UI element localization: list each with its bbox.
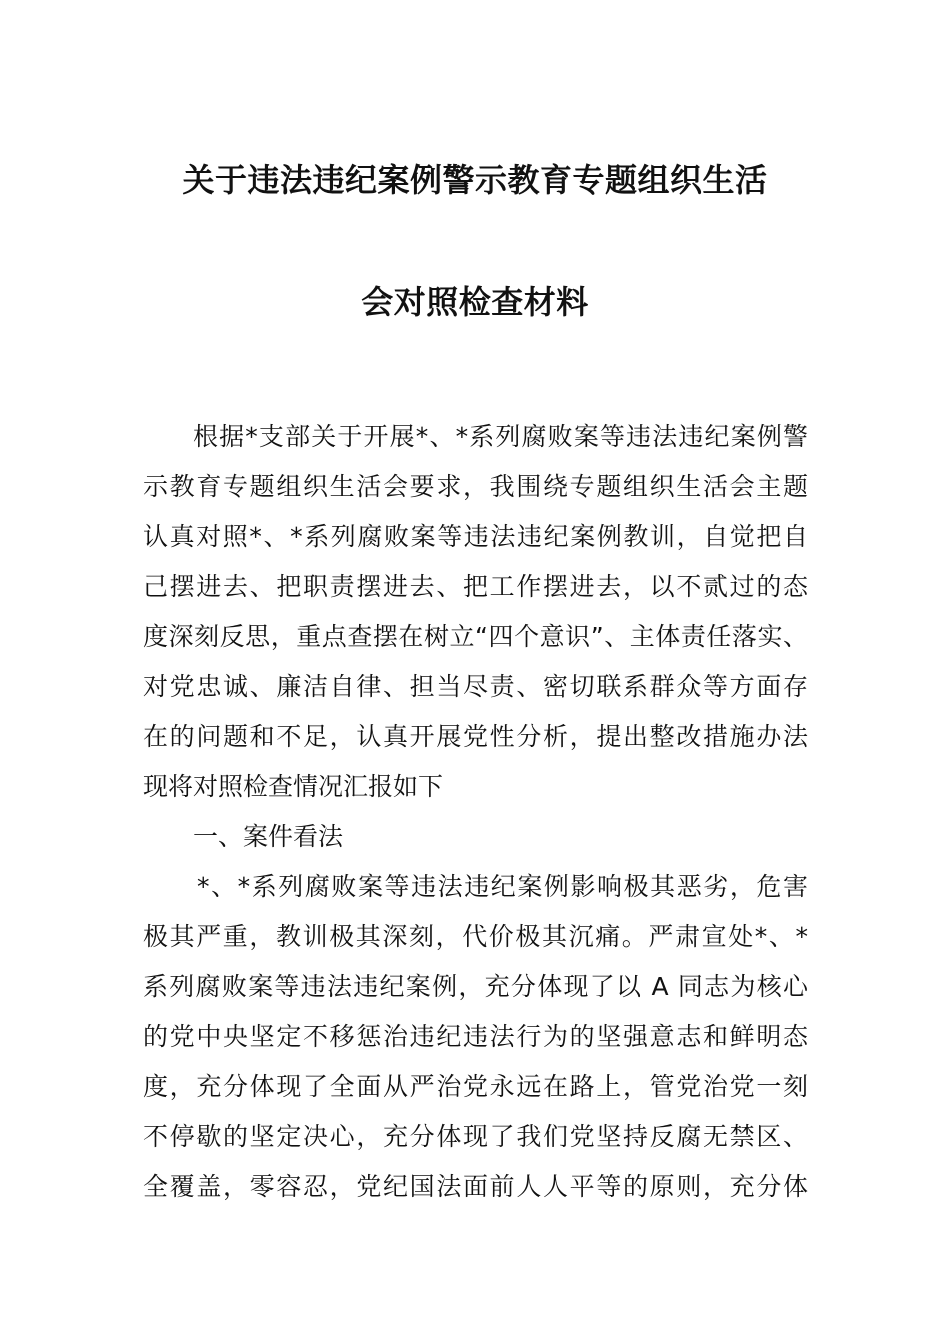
- paragraph-2-line-6: 不停歇的坚定决心，充分体现了我们党坚持反腐无禁区、: [143, 1122, 808, 1151]
- document-title-line-1: 关于违法违纪案例警示教育专题组织生活: [182, 161, 768, 199]
- paragraph-2-line-1: *、*系列腐败案等违法违纪案例影响极其恶劣，危害: [197, 872, 808, 901]
- paragraph-1-line-8: 现将对照检查情况汇报如下: [143, 772, 444, 801]
- paragraph-2-line-4: 的党中央坚定不移惩治违纪违法行为的坚强意志和鲜明态: [143, 1022, 808, 1051]
- paragraph-2-line-2: 极其严重，教训极其深刻，代价极其沉痛。严肃宣处*、*: [143, 922, 808, 951]
- paragraph-1-line-3: 认真对照*、*系列腐败案等违法违纪案例教训，自觉把自: [143, 522, 808, 551]
- paragraph-1-line-4: 己摆进去、把职责摆进去、把工作摆进去，以不贰过的态: [143, 572, 808, 601]
- paragraph-1-line-1: 根据*支部关于开展*、*系列腐败案等违法违纪案例警: [193, 422, 808, 451]
- document-title-line-2: 会对照检查材料: [361, 283, 589, 321]
- paragraph-2-line-7: 全覆盖，零容忍，党纪国法面前人人平等的原则，充分体: [143, 1172, 808, 1201]
- paragraph-1-line-6: 对党忠诚、廉洁自律、担当尽责、密切联系群众等方面存: [143, 672, 808, 701]
- section-heading-case-view: 一、案件看法: [193, 822, 344, 851]
- paragraph-2-line-3: 系列腐败案等违法违纪案例，充分体现了以 A 同志为核心: [143, 972, 808, 1001]
- paragraph-1-line-5: 度深刻反思，重点查摆在树立“四个意识”、主体责任落实、: [143, 622, 808, 651]
- paragraph-1-line-7: 在的问题和不足，认真开展党性分析，提出整改措施办法: [143, 722, 808, 751]
- paragraph-2-line-5: 度，充分体现了全面从严治党永远在路上，管党治党一刻: [143, 1072, 808, 1101]
- paragraph-1-line-2: 示教育专题组织生活会要求，我围绕专题组织生活会主题: [143, 472, 808, 501]
